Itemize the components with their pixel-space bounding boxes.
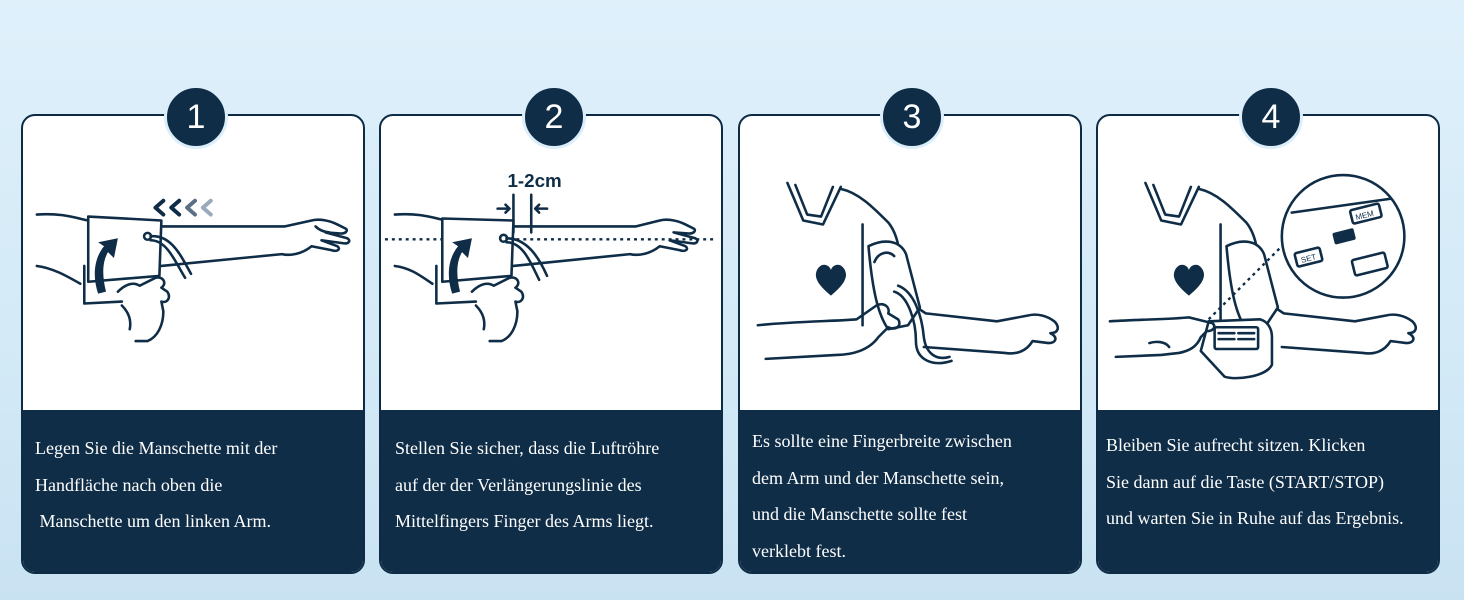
step-3-caption-line: und die Manschette sollte fest <box>752 504 967 524</box>
step-1-illustration <box>23 116 363 410</box>
step-3-caption-line: Es sollte eine Fingerbreite zwischen <box>752 431 1012 451</box>
step-2-badge: 2 <box>522 85 586 149</box>
step-4-illustration <box>1098 116 1438 410</box>
step-2-caption-line: Stellen Sie sicher, dass die Luftröhre <box>395 438 660 458</box>
step-3-caption-line: dem Arm und der Manschette sein, <box>752 467 1004 488</box>
step-2-caption-line: Mittelfingers Finger des Arms liegt. <box>395 511 654 531</box>
step-1-caption <box>23 410 363 572</box>
step-1-caption-line: Handfläche nach oben die <box>35 474 223 495</box>
step-2-caption-line: auf der der Verlängerungslinie des <box>395 474 642 495</box>
step-3-illustration <box>740 116 1080 410</box>
step-4-caption-line: Bleiben Sie aufrecht sitzen. Klicken <box>1106 435 1366 455</box>
device-button-set: SET <box>1300 252 1318 265</box>
step-3-card <box>738 114 1082 574</box>
step-4-caption-line: und warten Sie in Ruhe auf das Ergebnis. <box>1106 508 1404 528</box>
step-2-caption <box>381 410 721 572</box>
step-3-caption <box>740 410 1080 572</box>
step-1-caption-line: Legen Sie die Manschette mit der <box>35 438 278 458</box>
arrow-chevrons-icon <box>155 201 210 215</box>
step-4-caption <box>1098 410 1438 572</box>
heart-icon <box>816 265 846 296</box>
device-button-mem: MEM <box>1354 208 1375 222</box>
step-4-caption-line: Sie dann auf die Taste (START/STOP) <box>1106 471 1385 492</box>
step-4-badge: 4 <box>1239 85 1303 149</box>
measure-label: 1-2cm <box>507 169 562 191</box>
step-3-caption-line: verklebt fest. <box>752 540 846 561</box>
step-4-card <box>1096 114 1440 574</box>
step-1-caption-line: Manschette um den linken Arm. <box>35 511 271 531</box>
step-2-illustration <box>381 116 721 410</box>
step-2-card <box>379 114 723 574</box>
step-1-badge: 1 <box>164 85 228 149</box>
heart-icon <box>1174 265 1204 296</box>
step-3-badge: 3 <box>880 85 944 149</box>
step-1-card <box>21 114 365 574</box>
